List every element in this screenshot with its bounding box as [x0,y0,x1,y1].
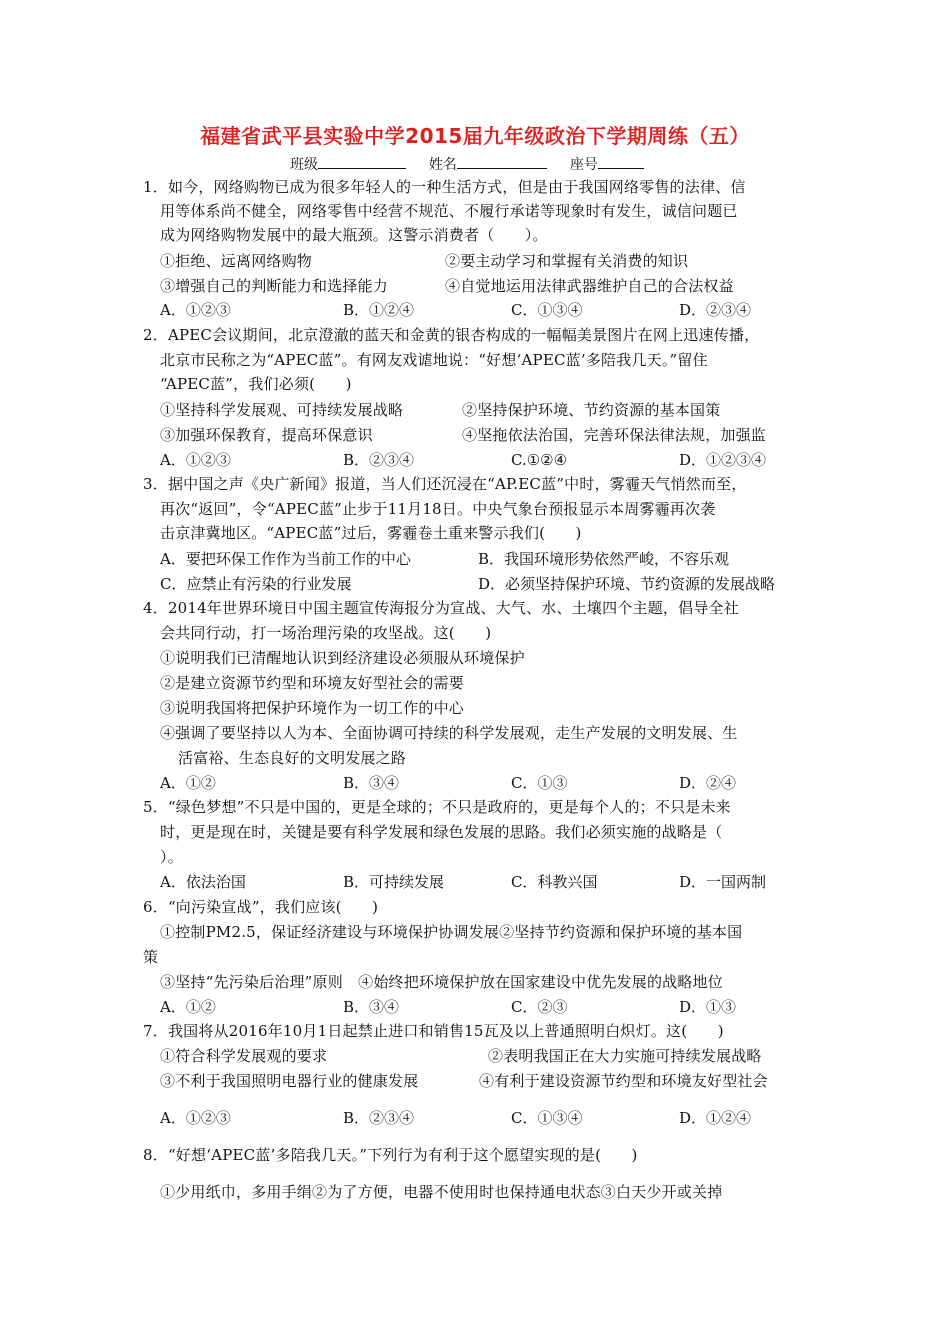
q3-option-b: B．我国环境形势依然严峻，不容乐观 [478,550,730,568]
q1-line-1: 1．如今，网络购物已成为很多年轻人的一种生活方式，但是由于我国网络零售的法律、信 [143,178,746,196]
q1-statement-4: ④自觉地运用法律武器维护自己的合法权益 [445,277,734,295]
q4-line-2: 会共同行动，打一场治理污染的攻坚战。这( ) [160,624,492,642]
q4-statement-2: ②是建立资源节约型和环境友好型社会的需要 [160,674,465,692]
page-title: 福建省武平县实验中学2015届九年级政治下学期周练（五） [200,124,750,148]
q4-option-c: C．①③ [511,774,568,792]
q7-statement-3: ③不利于我国照明电器行业的健康发展 [160,1072,419,1090]
seat-blank[interactable] [598,154,644,169]
q3-line-1: 3．据中国之声《央广新闻》报道，当人们还沉浸在“AP.EC蓝”中时，雾霾天气悄然而至， [143,475,747,493]
q5-option-c: C．科教兴国 [511,873,598,891]
q1-option-b: B．①②④ [343,301,415,319]
q1-line-2: 用等体系尚不健全，网络零售中经营不规范、不履行承诺等现象时有发生，诚信问题已 [160,202,738,220]
q8-line-2: ①少用纸巾，多用手绢②为了方便，电器不使用时也保持通电状态③白天少开或关掉 [160,1183,723,1201]
q5-option-b: B．可持续发展 [343,873,445,891]
q1-option-d: D．②③④ [679,301,752,319]
q2-option-a: A．①②③ [160,451,231,469]
q2-option-b: B．②③④ [343,451,415,469]
q7-option-a: A．①②③ [160,1109,231,1127]
q7-statement-1: ①符合科学发展观的要求 [160,1047,328,1065]
q2-statement-1: ①坚持科学发展观、可持续发展战略 [160,401,404,419]
q5-line-1: 5．“绿色梦想”不只是中国的，更是全球的；不只是政府的，更是每个人的；不只是未来 [143,798,731,816]
name-label: 姓名 [428,157,457,173]
q5-line-2: 时，更是现在时，关键是要有科学发展和绿色发展的思路。我们必须实施的战略是（ [160,823,723,841]
class-label: 班级 [290,157,318,173]
q5-option-d: D．一国两制 [679,873,767,891]
q2-line-1: 2．APEC会议期间，北京澄澈的蓝天和金黄的银杏构成的一幅幅美景图片在网上迅速传播， [143,326,760,344]
q7-line-1: 7．我国将从2016年10月1日起禁止进口和销售15瓦及以上普通照明白炽灯。这( ) [143,1022,724,1040]
q7-option-d: D．①②④ [679,1109,752,1127]
q3-option-d: D．必须坚持保护环境、节约资源的发展战略 [478,575,776,593]
q1-statement-3: ③增强自己的判断能力和选择能力 [160,277,389,295]
q6-option-d: D．①③ [679,998,737,1016]
q1-line-3: 成为网络购物发展中的最大瓶颈。这警示消费者（ ）。 [160,226,548,244]
q1-option-c: C．①③④ [511,301,583,319]
student-info-fields [290,154,644,174]
q6-option-a: A．①② [160,998,216,1016]
q4-statement-4: ④强调了要坚持以人为本、全面协调可持续的科学发展观，走生产发展的文明发展、生 [160,724,738,742]
q2-statement-4: ④坚拖依法治国，完善环保法律法规，加强监 [462,426,767,444]
q4-option-b: B．③④ [343,774,400,792]
q1-statement-1: ①拒绝、远离网络购物 [160,252,313,270]
q4-statement-4-cont: 活富裕、生态良好的文明发展之路 [178,749,407,767]
q1-option-a: A．①②③ [160,301,231,319]
q7-option-b: B．②③④ [343,1109,415,1127]
q4-line-1: 4．2014年世界环境日中国主题宣传海报分为宣战、大气、水、土壤四个主题，倡导全社 [143,599,739,617]
q5-line-3: ）。 [160,848,183,866]
q6-option-b: B．③④ [343,998,400,1016]
q6-line-1: 6．“向污染宣战”，我们应该( ) [143,898,379,916]
q6-line-4: ③坚持“先污染后治理”原则 ④始终把环境保护放在国家建设中优先发展的战略地位 [160,973,723,991]
q7-statement-4: ④有利于建设资源节约型和环境友好型社会 [479,1072,768,1090]
q2-line-2: 北京市民称之为“APEC蓝”。有网友戏谑地说：“好想‘APEC蓝’多陪我几天。”留住 [160,351,708,369]
seat-label: 座号 [569,157,598,173]
q5-option-a: A．依法治国 [160,873,246,891]
q8-line-1: 8．“好想‘APEC蓝’多陪我几天。”下列行为有利于这个愿望实现的是( ) [143,1146,638,1164]
q2-statement-2: ②坚持保护环境、节约资源的基本国策 [462,401,721,419]
name-blank[interactable] [457,154,547,169]
q4-option-a: A．①② [160,774,216,792]
q2-option-c: C.①②④ [511,451,568,469]
q1-statement-2: ②要主动学习和掌握有关消费的知识 [445,252,689,270]
q3-line-2: 再次“返回”，令“APEC蓝”止步于11月18日。中央气象台预报显示本周雾霾再次袭 [160,500,716,518]
q4-statement-3: ③说明我国将把保护环境作为一切工作的中心 [160,699,465,717]
q7-statement-2: ②表明我国正在大力实施可持续发展战略 [488,1047,762,1065]
q6-option-c: C．②③ [511,998,568,1016]
q3-option-c: C．应禁止有污染的行业发展 [160,575,352,593]
q2-option-d: D．①②③④ [679,451,767,469]
q6-line-2: ①控制PM2.5，保证经济建设与环境保护协调发展②坚持节约资源和保护环境的基本国 [160,923,743,941]
q3-option-a: A．要把环保工作作为当前工作的中心 [160,550,411,568]
class-blank[interactable] [318,154,406,169]
q2-statement-3: ③加强环保教育，提高环保意识 [160,426,373,444]
q4-option-d: D．②④ [679,774,737,792]
q6-line-3: 策 [143,948,159,966]
q4-statement-1: ①说明我们已清醒地认识到经济建设必须服从环境保护 [160,649,525,667]
q3-line-3: 击京津冀地区。“APEC蓝”过后，雾霾卷土重来警示我们( ) [160,524,582,542]
q7-option-c: C．①③④ [511,1109,583,1127]
q2-line-3: “APEC蓝”，我们必须( ) [160,375,352,393]
